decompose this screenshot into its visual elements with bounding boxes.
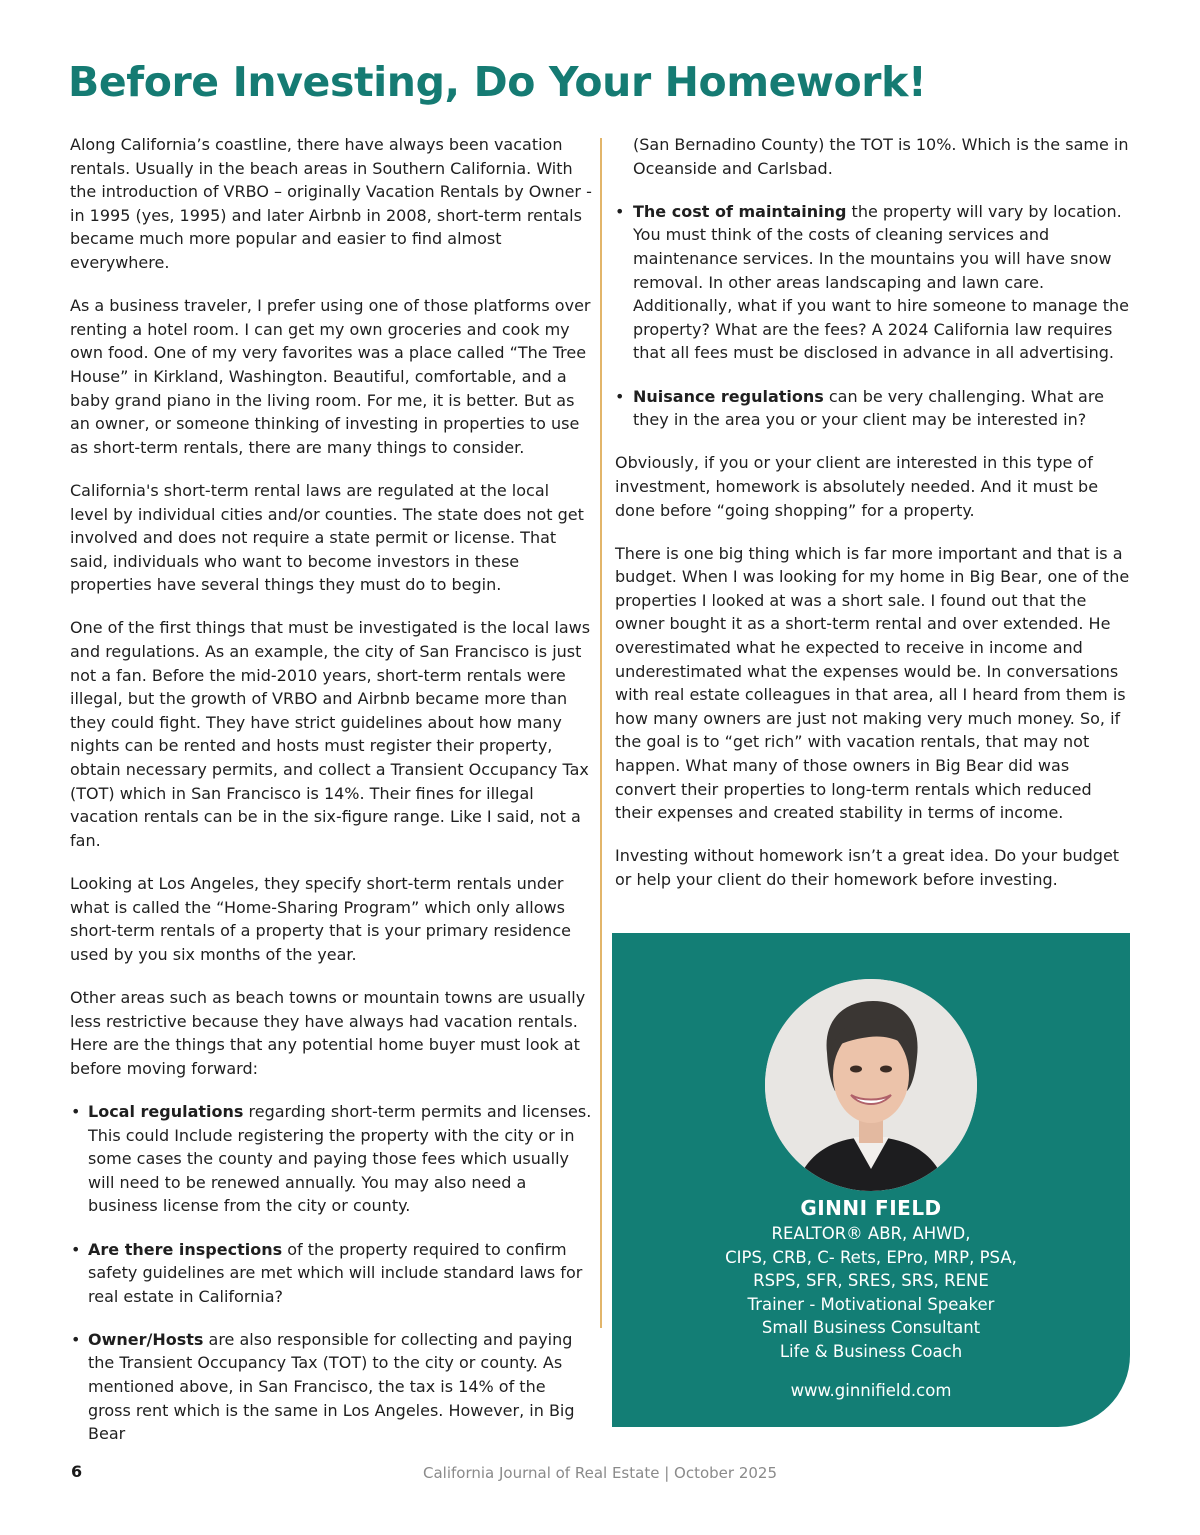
right-column <box>615 133 1131 911</box>
page-number: 6 <box>71 1462 83 1481</box>
bullet-heading: Local regulations <box>88 1101 244 1121</box>
bullet-text: can be very challenging. What are they in the area you or your client may be interested in? <box>633 386 1104 430</box>
credential-line: Life & Business Coach <box>779 1341 963 1361</box>
bullet-text: of the property required to confirm safety guidelines are met which will include standard laws for real estate in California? <box>88 1239 583 1306</box>
paragraph: As a business traveler, I prefer using one of those platforms over renting a hotel room. I can get my own groceries and cook my own food. One of my very favorites was a place called “The Tree House” in Kirkland, Washington. Beautiful, comfortable, and a baby grand piano in the living room. For me, it is better. But as an owner, or someone thinking of investing in properties to use as short-term rentals, there are many things to consider. <box>70 296 591 457</box>
left-column <box>70 133 592 1465</box>
article-title: Before Investing, Do Your Homework! <box>68 58 927 106</box>
author-photo <box>765 979 977 1191</box>
bullet-heading: Owner/Hosts <box>88 1329 204 1349</box>
author-bio-box <box>612 933 1130 1427</box>
bullet-text: regarding short-term permits and licenses. This could Include registering the property with the city or in some cases the county and paying those fees which usually will need to be renewed annually. You may also need a business license from the city or county. <box>88 1101 592 1216</box>
bullet-list <box>70 1100 592 1446</box>
list-item <box>70 1238 592 1309</box>
list-item <box>615 200 1131 365</box>
credential-line: Trainer - Motivational Speaker <box>747 1294 995 1314</box>
credential-line: Small Business Consultant <box>761 1318 981 1338</box>
credential-line: CIPS, CRB, C- Rets, EPro, MRP, PSA, <box>725 1247 1017 1267</box>
column-divider <box>600 138 602 1328</box>
paragraph: Along California’s coastline, there have always been vacation rentals. Usually in the beach areas in Southern California. With the introduction of VRBO – originally Vacation Rentals by Owner - in 1995 (yes, 1995) and later Airbnb in 2008, short-term rentals became much more popular and easier to find almost everywhere. <box>70 135 592 272</box>
paragraph: California's short-term rental laws are regulated at the local level by individual cities and/or counties. The state does not get involved and does not require a state permit or license. That said, individuals who want to become investors in these properties have several things they must do to begin. <box>70 480 584 595</box>
credential-line: RSPS, SFR, SRES, SRS, RENE <box>753 1271 989 1291</box>
paragraph: Looking at Los Angeles, they specify short-term rentals under what is called the “Home-Sharing Program” which only allows short-term rentals of a property that is your primary residence used by you six months of the year. <box>70 874 571 964</box>
bullet-heading: Are there inspections <box>88 1239 283 1259</box>
bullet-text: the property will vary by location. You must think of the costs of cleaning services and maintenance services. In the mountains you will have snow removal. In other areas landscaping and lawn care. Additionally, what if you want to hire someone to manage the property? What are the fees? A 2024 California law requires that all fees must be disclosed in advance in all advertising. <box>633 201 1129 363</box>
footer-publication: California Journal of Real Estate | October 2025 <box>422 1464 777 1482</box>
author-website-link[interactable]: www.ginnifield.com <box>790 1381 952 1400</box>
list-item <box>70 1100 592 1218</box>
bullet-heading: Nuisance regulations <box>633 386 824 406</box>
list-item <box>615 385 1131 432</box>
paragraph: Obviously, if you or your client are interested in this type of investment, homework is absolutely needed. And it must be done before “going shopping” for a property. <box>615 453 1099 520</box>
author-credentials <box>612 1222 1130 1364</box>
paragraph: There is one big thing which is far more important and that is a budget. When I was looking for my home in Big Bear, one of the properties I looked at was a short sale. I found out that the owner bought it as a short-term rental and over extended. He overestimated what he expected to receive in income and underestimated what the expenses would be. In conversations with real estate colleagues in that area, all I heard from them is how many owners are just not making very much money. So, if the goal is to “get rich” with vacation rentals, that may not happen. What many of those owners in Big Bear did was convert their properties to long-term rentals which reduced their expenses and created stability in terms of income. <box>615 543 1130 823</box>
list-item <box>70 1328 592 1446</box>
bullet-text: are also responsible for collecting and paying the Transient Occupancy Tax (TOT) to the city or county. As mentioned above, in San Francisco, the tax is 14% of the gross rent which is the same in Los Angeles. However, in Big Bear <box>88 1329 575 1444</box>
bullet-heading: The cost of maintaining <box>633 201 847 221</box>
continued-text: (San Bernadino County) the TOT is 10%. Which is the same in Oceanside and Carlsbad. <box>633 135 1129 178</box>
paragraph: Other areas such as beach towns or mountain towns are usually less restrictive because they have always had vacation rentals. Here are the things that any potential home buyer must look at before moving forward: <box>70 987 586 1078</box>
author-name: GINNI FIELD <box>800 1196 942 1220</box>
bullet-list <box>615 200 1131 432</box>
paragraph: Investing without homework isn’t a great idea. Do your budget or help your client do their homework before investing. <box>615 846 1120 889</box>
paragraph: One of the first things that must be investigated is the local laws and regulations. As an example, the city of San Francisco is just not a fan. Before the mid-2010 years, short-term rentals were illegal, but the growth of VRBO and Airbnb became more than they could fight. They have strict guidelines about how many nights can be rented and hosts must register their property, obtain necessary permits, and collect a Transient Occupancy Tax (TOT) which in San Francisco is 14%. Their fines for illegal vacation rentals can be in the six-figure range. Like I said, not a fan. <box>70 618 591 850</box>
credential-line: REALTOR® ABR, AHWD, <box>771 1224 971 1243</box>
